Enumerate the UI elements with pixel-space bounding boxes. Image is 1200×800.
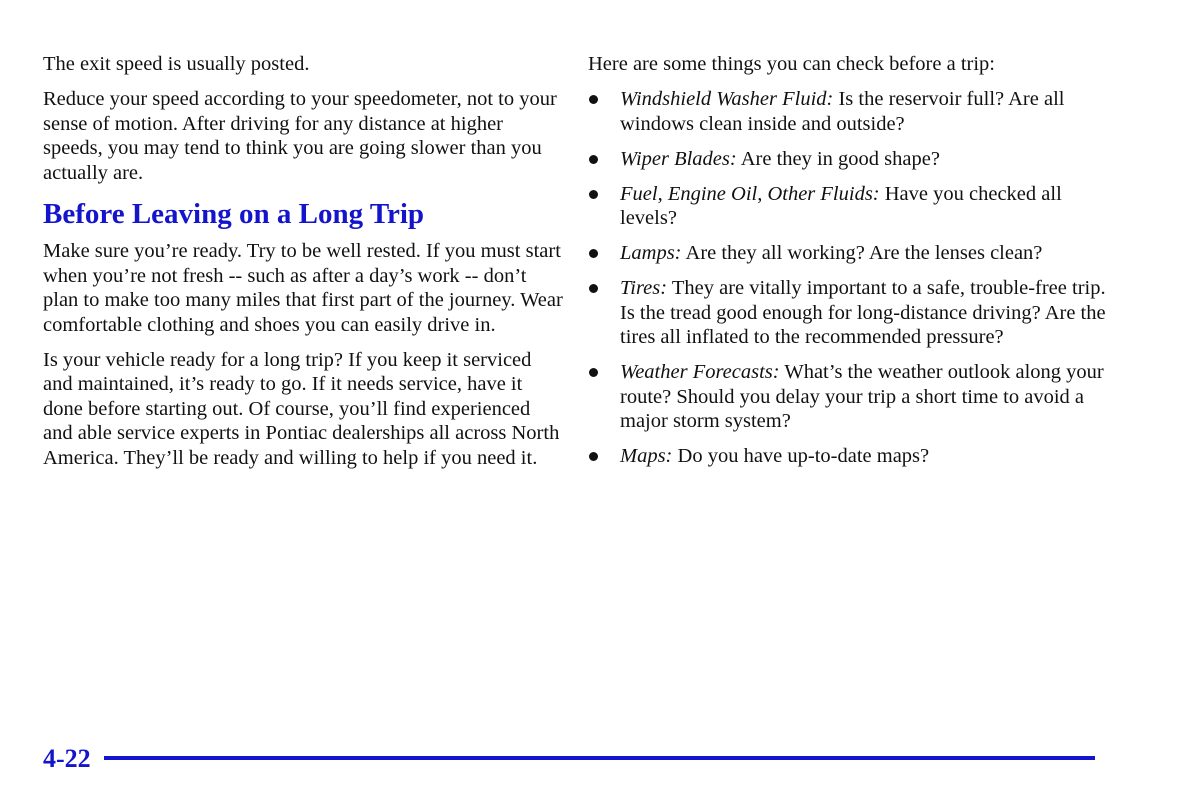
list-item bbox=[588, 147, 1108, 172]
list-item bbox=[588, 276, 1108, 350]
be-ready-paragraph: Make sure you’re ready. Try to be well rested. If you must start when you’re not fresh -- such as after a day’s work -- don’t plan to make too many miles that first part of the journey. Wear comfortable clothing and shoes you can easily drive in. bbox=[43, 240, 563, 336]
item-term: Weather Forecasts: bbox=[620, 361, 780, 383]
item-term: Maps: bbox=[620, 445, 673, 467]
right-column bbox=[588, 52, 1108, 479]
item-term: Fuel, Engine Oil, Other Fluids: bbox=[620, 182, 880, 205]
bullet-icon bbox=[589, 284, 598, 293]
exit-speed-paragraph: The exit speed is usually posted. bbox=[43, 53, 310, 75]
item-text: Do you have up-to-date maps? bbox=[672, 445, 930, 467]
bullet-icon bbox=[589, 190, 598, 199]
item-text: Is the reservoir full? Are all windows clean inside and outside? bbox=[620, 88, 1065, 135]
item-term: Tires: bbox=[620, 277, 668, 299]
trip-checklist bbox=[588, 87, 1108, 469]
list-item bbox=[588, 360, 1108, 434]
item-text: Have you checked all levels? bbox=[620, 182, 1062, 229]
list-item bbox=[588, 182, 1108, 231]
bullet-icon bbox=[589, 368, 598, 377]
item-term: Wiper Blades: bbox=[620, 147, 737, 170]
list-item bbox=[588, 444, 1108, 469]
footer-rule bbox=[104, 756, 1095, 760]
item-text: Are they all working? Are the lenses clean? bbox=[681, 242, 1043, 264]
list-item bbox=[588, 87, 1108, 136]
bullet-icon bbox=[589, 95, 598, 104]
page-footer bbox=[43, 744, 1095, 774]
section-heading: Before Leaving on a Long Trip bbox=[43, 198, 425, 230]
list-item bbox=[588, 241, 1108, 266]
left-column bbox=[43, 52, 563, 481]
item-text: They are vitally important to a safe, trouble-free trip. Is the tread good enough for long-distance driving? Are the tires all inflated to the recommended pressure? bbox=[620, 277, 1106, 348]
vehicle-ready-paragraph: Is your vehicle ready for a long trip? If you keep it serviced and maintained, it’s ready to go. If it needs service, have it done before starting out. Of course, you’ll find experienced and able service experts in Pontiac dealerships all across North America. They’ll be ready and willing to help if you need it. bbox=[43, 348, 560, 469]
reduce-speed-paragraph: Reduce your speed according to your speedometer, not to your sense of motion. After driving for any distance at higher speeds, you may tend to think you are going slower than you actually are. bbox=[43, 88, 557, 184]
item-text: Are they in good shape? bbox=[736, 147, 940, 170]
bullet-icon bbox=[589, 249, 598, 258]
item-text: What’s the weather outlook along your route? Should you delay your trip a short time to avoid a major storm system? bbox=[620, 361, 1104, 432]
checklist-intro: Here are some things you can check before a trip: bbox=[588, 53, 995, 75]
bullet-icon bbox=[589, 452, 598, 461]
bullet-icon bbox=[589, 155, 598, 164]
page-number: 4-22 bbox=[43, 744, 91, 773]
item-term: Windshield Washer Fluid: bbox=[620, 88, 834, 110]
item-term: Lamps: bbox=[620, 242, 682, 264]
